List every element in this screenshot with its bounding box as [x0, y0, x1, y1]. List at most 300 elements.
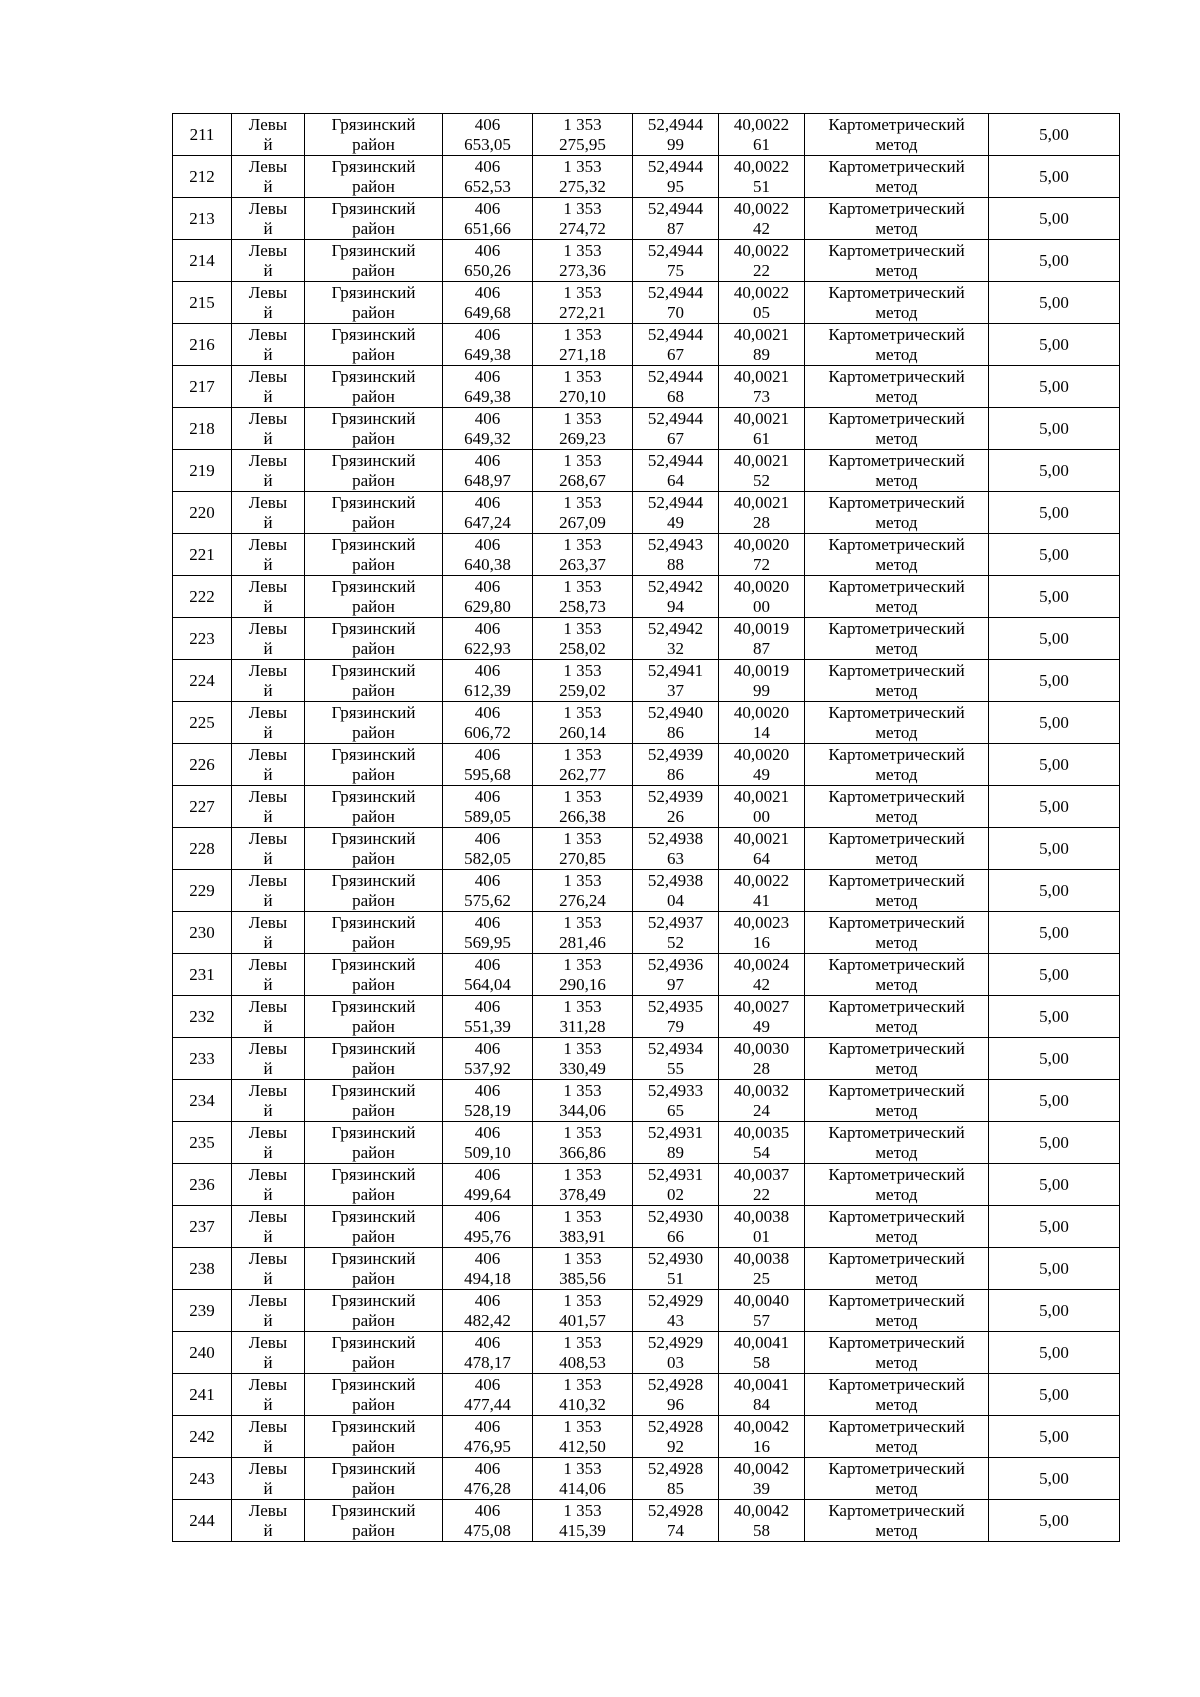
- table-row: [173, 1458, 1120, 1500]
- coord-y-line-1: 1 353: [563, 1291, 602, 1310]
- longitude-line-1: 40,0022: [733, 871, 790, 890]
- bank-side-line-1: Левы: [248, 1501, 288, 1520]
- coord-x-line-2: 582,05: [464, 848, 511, 868]
- bank-side-cell: [232, 744, 305, 786]
- coord-x-cell: [443, 240, 533, 282]
- coord-x-line-1: 406: [474, 955, 501, 974]
- method-cell: [805, 492, 989, 534]
- table-row: [173, 702, 1120, 744]
- table-row: [173, 828, 1120, 870]
- coord-y-cell: [533, 1080, 633, 1122]
- latitude-line-2: 95: [667, 176, 684, 196]
- point-number-cell: 230: [173, 912, 232, 954]
- bank-side-line-1: Левы: [248, 409, 288, 428]
- bank-side-line-2: й: [263, 764, 273, 784]
- longitude-line-1: 40,0023: [733, 913, 790, 932]
- longitude-cell: [719, 786, 805, 828]
- longitude-cell: [719, 156, 805, 198]
- longitude-line-2: 01: [753, 1226, 770, 1246]
- bank-side-line-2: й: [263, 1394, 273, 1414]
- method-line-2: метод: [875, 1478, 918, 1498]
- bank-side-cell: [232, 1248, 305, 1290]
- latitude-line-1: 52,4936: [647, 955, 704, 974]
- method-line-2: метод: [875, 386, 918, 406]
- longitude-line-2: 22: [753, 1184, 770, 1204]
- coord-y-line-2: 263,37: [559, 554, 606, 574]
- coord-y-cell: [533, 450, 633, 492]
- coord-x-line-1: 406: [474, 619, 501, 638]
- coord-x-line-1: 406: [474, 367, 501, 386]
- district-cell: [305, 240, 443, 282]
- district-line-2: район: [352, 1058, 395, 1078]
- coord-y-line-1: 1 353: [563, 115, 602, 134]
- longitude-line-1: 40,0021: [733, 367, 790, 386]
- coord-y-cell: [533, 534, 633, 576]
- longitude-line-1: 40,0020: [733, 577, 790, 596]
- district-line-2: район: [352, 1310, 395, 1330]
- longitude-cell: [719, 954, 805, 996]
- bank-side-cell: [232, 870, 305, 912]
- latitude-line-2: 97: [667, 974, 684, 994]
- latitude-cell: [633, 156, 719, 198]
- latitude-cell: [633, 1080, 719, 1122]
- bank-side-line-2: й: [263, 680, 273, 700]
- latitude-line-1: 52,4931: [647, 1123, 704, 1142]
- coord-y-line-2: 311,28: [559, 1016, 606, 1036]
- coord-x-cell: [443, 912, 533, 954]
- bank-side-cell: [232, 408, 305, 450]
- table-row: [173, 156, 1120, 198]
- accuracy-cell: 5,00: [989, 660, 1120, 702]
- method-line-1: Картометрический: [828, 703, 965, 722]
- bank-side-line-2: й: [263, 596, 273, 616]
- method-line-1: Картометрический: [828, 535, 965, 554]
- bank-side-line-2: й: [263, 932, 273, 952]
- point-number-cell: 227: [173, 786, 232, 828]
- bank-side-line-2: й: [263, 1226, 273, 1246]
- longitude-line-1: 40,0032: [733, 1081, 790, 1100]
- method-line-1: Картометрический: [828, 661, 965, 680]
- method-cell: [805, 1374, 989, 1416]
- accuracy-cell: 5,00: [989, 1500, 1120, 1542]
- coord-x-line-2: 478,17: [464, 1352, 511, 1372]
- method-line-2: метод: [875, 344, 918, 364]
- coord-y-line-1: 1 353: [563, 1207, 602, 1226]
- district-cell: [305, 618, 443, 660]
- longitude-line-2: 72: [753, 554, 770, 574]
- latitude-line-2: 75: [667, 260, 684, 280]
- method-line-1: Картометрический: [828, 1165, 965, 1184]
- coord-x-line-2: 509,10: [464, 1142, 511, 1162]
- method-line-2: метод: [875, 1394, 918, 1414]
- district-line-1: Грязинский: [331, 115, 416, 134]
- coord-x-line-1: 406: [474, 1123, 501, 1142]
- district-line-2: район: [352, 1352, 395, 1372]
- longitude-line-1: 40,0024: [733, 955, 790, 974]
- district-line-1: Грязинский: [331, 1333, 416, 1352]
- coord-y-cell: [533, 240, 633, 282]
- table-row: [173, 114, 1120, 156]
- method-line-1: Картометрический: [828, 115, 965, 134]
- coord-y-line-2: 270,85: [559, 848, 606, 868]
- longitude-cell: [719, 198, 805, 240]
- coord-x-line-1: 406: [474, 1417, 501, 1436]
- coord-x-line-1: 406: [474, 1459, 501, 1478]
- accuracy-cell: 5,00: [989, 534, 1120, 576]
- latitude-cell: [633, 912, 719, 954]
- method-cell: [805, 114, 989, 156]
- district-cell: [305, 1038, 443, 1080]
- point-number-cell: 215: [173, 282, 232, 324]
- coord-y-line-2: 262,77: [559, 764, 606, 784]
- longitude-line-2: 58: [753, 1520, 770, 1540]
- longitude-line-1: 40,0022: [733, 241, 790, 260]
- longitude-cell: [719, 1038, 805, 1080]
- coord-y-line-2: 267,09: [559, 512, 606, 532]
- latitude-cell: [633, 492, 719, 534]
- district-line-1: Грязинский: [331, 1165, 416, 1184]
- latitude-line-1: 52,4943: [647, 535, 704, 554]
- method-line-1: Картометрический: [828, 1123, 965, 1142]
- bank-side-cell: [232, 156, 305, 198]
- method-line-1: Картометрический: [828, 283, 965, 302]
- longitude-cell: [719, 1122, 805, 1164]
- accuracy-cell: 5,00: [989, 1164, 1120, 1206]
- latitude-line-2: 55: [667, 1058, 684, 1078]
- method-line-2: метод: [875, 890, 918, 910]
- table-row: [173, 912, 1120, 954]
- longitude-line-1: 40,0022: [733, 283, 790, 302]
- bank-side-line-2: й: [263, 428, 273, 448]
- point-number-cell: 239: [173, 1290, 232, 1332]
- table-row: [173, 1332, 1120, 1374]
- coord-y-line-1: 1 353: [563, 283, 602, 302]
- coord-x-cell: [443, 996, 533, 1038]
- bank-side-line-1: Левы: [248, 745, 288, 764]
- latitude-line-1: 52,4939: [647, 787, 704, 806]
- longitude-cell: [719, 492, 805, 534]
- coord-y-cell: [533, 702, 633, 744]
- coord-y-line-2: 412,50: [559, 1436, 606, 1456]
- method-line-2: метод: [875, 848, 918, 868]
- bank-side-cell: [232, 1332, 305, 1374]
- accuracy-cell: 5,00: [989, 576, 1120, 618]
- coord-y-cell: [533, 786, 633, 828]
- bank-side-line-1: Левы: [248, 703, 288, 722]
- latitude-cell: [633, 450, 719, 492]
- table-body: [173, 114, 1120, 1542]
- latitude-cell: [633, 1206, 719, 1248]
- latitude-line-1: 52,4928: [647, 1417, 704, 1436]
- accuracy-cell: 5,00: [989, 1416, 1120, 1458]
- district-line-2: район: [352, 1436, 395, 1456]
- coord-y-line-1: 1 353: [563, 535, 602, 554]
- longitude-cell: [719, 660, 805, 702]
- district-line-2: район: [352, 806, 395, 826]
- district-line-2: район: [352, 1184, 395, 1204]
- method-line-1: Картометрический: [828, 1039, 965, 1058]
- coord-y-cell: [533, 660, 633, 702]
- coord-y-cell: [533, 1290, 633, 1332]
- method-cell: [805, 240, 989, 282]
- latitude-line-2: 49: [667, 512, 684, 532]
- point-number-cell: 244: [173, 1500, 232, 1542]
- longitude-line-2: 22: [753, 260, 770, 280]
- coord-y-line-1: 1 353: [563, 1249, 602, 1268]
- bank-side-cell: [232, 1206, 305, 1248]
- latitude-line-2: 74: [667, 1520, 684, 1540]
- bank-side-cell: [232, 1458, 305, 1500]
- method-line-1: Картометрический: [828, 409, 965, 428]
- method-cell: [805, 702, 989, 744]
- table-row: [173, 1122, 1120, 1164]
- district-line-2: район: [352, 1394, 395, 1414]
- longitude-line-1: 40,0042: [733, 1417, 790, 1436]
- method-line-1: Картометрический: [828, 1081, 965, 1100]
- bank-side-cell: [232, 1500, 305, 1542]
- coord-x-line-1: 406: [474, 241, 501, 260]
- district-line-1: Грязинский: [331, 451, 416, 470]
- latitude-line-1: 52,4931: [647, 1165, 704, 1184]
- longitude-line-1: 40,0021: [733, 493, 790, 512]
- accuracy-cell: 5,00: [989, 408, 1120, 450]
- accuracy-cell: 5,00: [989, 1458, 1120, 1500]
- coord-y-line-2: 330,49: [559, 1058, 606, 1078]
- longitude-cell: [719, 450, 805, 492]
- method-line-1: Картометрический: [828, 157, 965, 176]
- latitude-line-1: 52,4930: [647, 1249, 704, 1268]
- bank-side-line-2: й: [263, 1520, 273, 1540]
- coord-x-cell: [443, 576, 533, 618]
- coord-y-line-1: 1 353: [563, 1501, 602, 1520]
- coord-y-line-1: 1 353: [563, 787, 602, 806]
- coord-x-line-1: 406: [474, 199, 501, 218]
- method-line-2: метод: [875, 302, 918, 322]
- table-row: [173, 1290, 1120, 1332]
- coord-x-line-2: 640,38: [464, 554, 511, 574]
- point-number-cell: 222: [173, 576, 232, 618]
- latitude-line-1: 52,4941: [647, 661, 704, 680]
- accuracy-cell: 5,00: [989, 702, 1120, 744]
- district-cell: [305, 1500, 443, 1542]
- longitude-line-2: 61: [753, 428, 770, 448]
- accuracy-cell: 5,00: [989, 1122, 1120, 1164]
- coord-x-line-2: 569,95: [464, 932, 511, 952]
- point-number-cell: 232: [173, 996, 232, 1038]
- coord-x-cell: [443, 1164, 533, 1206]
- coord-y-cell: [533, 1122, 633, 1164]
- bank-side-cell: [232, 1038, 305, 1080]
- longitude-line-2: 00: [753, 596, 770, 616]
- point-number-cell: 218: [173, 408, 232, 450]
- longitude-line-1: 40,0020: [733, 745, 790, 764]
- method-line-2: метод: [875, 1226, 918, 1246]
- latitude-line-2: 70: [667, 302, 684, 322]
- method-cell: [805, 1416, 989, 1458]
- accuracy-cell: 5,00: [989, 1206, 1120, 1248]
- bank-side-line-1: Левы: [248, 913, 288, 932]
- table-row: [173, 1416, 1120, 1458]
- method-cell: [805, 1290, 989, 1332]
- coord-y-cell: [533, 618, 633, 660]
- point-number-cell: 213: [173, 198, 232, 240]
- longitude-line-2: 84: [753, 1394, 770, 1414]
- latitude-line-2: 88: [667, 554, 684, 574]
- district-line-1: Грязинский: [331, 367, 416, 386]
- method-line-2: метод: [875, 470, 918, 490]
- district-line-1: Грязинский: [331, 1417, 416, 1436]
- coord-y-line-2: 410,32: [559, 1394, 606, 1414]
- latitude-line-2: 65: [667, 1100, 684, 1120]
- bank-side-line-1: Левы: [248, 157, 288, 176]
- table-row: [173, 744, 1120, 786]
- method-cell: [805, 534, 989, 576]
- latitude-line-2: 03: [667, 1352, 684, 1372]
- coord-y-line-1: 1 353: [563, 325, 602, 344]
- bank-side-line-2: й: [263, 218, 273, 238]
- bank-side-cell: [232, 828, 305, 870]
- coord-x-cell: [443, 282, 533, 324]
- coord-x-line-1: 406: [474, 1165, 501, 1184]
- method-line-1: Картометрический: [828, 241, 965, 260]
- longitude-line-1: 40,0022: [733, 115, 790, 134]
- coord-y-cell: [533, 408, 633, 450]
- district-line-2: район: [352, 512, 395, 532]
- point-number-cell: 217: [173, 366, 232, 408]
- coord-x-line-2: 650,26: [464, 260, 511, 280]
- latitude-line-1: 52,4944: [647, 157, 704, 176]
- method-line-2: метод: [875, 260, 918, 280]
- method-line-2: метод: [875, 1268, 918, 1288]
- method-line-1: Картометрический: [828, 199, 965, 218]
- method-cell: [805, 408, 989, 450]
- latitude-line-2: 51: [667, 1268, 684, 1288]
- coord-x-line-2: 622,93: [464, 638, 511, 658]
- coord-x-line-2: 612,39: [464, 680, 511, 700]
- bank-side-line-1: Левы: [248, 955, 288, 974]
- longitude-line-2: 51: [753, 176, 770, 196]
- table-row: [173, 1080, 1120, 1122]
- coord-x-cell: [443, 828, 533, 870]
- latitude-cell: [633, 366, 719, 408]
- latitude-line-1: 52,4940: [647, 703, 704, 722]
- longitude-line-2: 99: [753, 680, 770, 700]
- longitude-line-2: 52: [753, 470, 770, 490]
- bank-side-cell: [232, 660, 305, 702]
- method-line-2: метод: [875, 638, 918, 658]
- coord-y-line-1: 1 353: [563, 577, 602, 596]
- latitude-line-2: 64: [667, 470, 684, 490]
- method-line-1: Картометрический: [828, 745, 965, 764]
- method-line-1: Картометрический: [828, 1291, 965, 1310]
- coord-x-cell: [443, 618, 533, 660]
- accuracy-cell: 5,00: [989, 492, 1120, 534]
- latitude-line-1: 52,4928: [647, 1375, 704, 1394]
- latitude-cell: [633, 240, 719, 282]
- point-number-cell: 234: [173, 1080, 232, 1122]
- accuracy-cell: 5,00: [989, 1374, 1120, 1416]
- coord-x-cell: [443, 1122, 533, 1164]
- bank-side-cell: [232, 912, 305, 954]
- method-cell: [805, 996, 989, 1038]
- latitude-line-1: 52,4944: [647, 325, 704, 344]
- point-number-cell: 240: [173, 1332, 232, 1374]
- bank-side-line-2: й: [263, 806, 273, 826]
- longitude-line-1: 40,0019: [733, 619, 790, 638]
- longitude-line-1: 40,0019: [733, 661, 790, 680]
- bank-side-cell: [232, 492, 305, 534]
- coord-x-line-2: 595,68: [464, 764, 511, 784]
- coord-y-line-2: 414,06: [559, 1478, 606, 1498]
- latitude-line-1: 52,4942: [647, 577, 704, 596]
- method-line-2: метод: [875, 680, 918, 700]
- latitude-line-2: 02: [667, 1184, 684, 1204]
- district-cell: [305, 198, 443, 240]
- coord-x-line-1: 406: [474, 325, 501, 344]
- latitude-cell: [633, 1038, 719, 1080]
- coord-x-line-1: 406: [474, 1291, 501, 1310]
- district-line-1: Грязинский: [331, 1081, 416, 1100]
- method-line-2: метод: [875, 1436, 918, 1456]
- district-line-2: район: [352, 974, 395, 994]
- coord-y-line-1: 1 353: [563, 1333, 602, 1352]
- accuracy-cell: 5,00: [989, 996, 1120, 1038]
- latitude-cell: [633, 996, 719, 1038]
- coord-y-cell: [533, 1416, 633, 1458]
- coord-y-line-2: 281,46: [559, 932, 606, 952]
- coord-y-line-1: 1 353: [563, 829, 602, 848]
- bank-side-cell: [232, 1122, 305, 1164]
- longitude-line-1: 40,0022: [733, 199, 790, 218]
- latitude-line-1: 52,4939: [647, 745, 704, 764]
- coord-y-line-2: 259,02: [559, 680, 606, 700]
- longitude-cell: [719, 240, 805, 282]
- latitude-line-2: 85: [667, 1478, 684, 1498]
- bank-side-cell: [232, 240, 305, 282]
- table-row: [173, 996, 1120, 1038]
- coord-y-line-2: 366,86: [559, 1142, 606, 1162]
- coord-x-cell: [443, 114, 533, 156]
- latitude-cell: [633, 198, 719, 240]
- latitude-line-1: 52,4928: [647, 1459, 704, 1478]
- latitude-line-2: 32: [667, 638, 684, 658]
- coord-y-cell: [533, 1332, 633, 1374]
- district-line-1: Грязинский: [331, 619, 416, 638]
- accuracy-cell: 5,00: [989, 912, 1120, 954]
- point-number-cell: 241: [173, 1374, 232, 1416]
- coord-y-line-1: 1 353: [563, 661, 602, 680]
- coord-y-cell: [533, 1458, 633, 1500]
- point-number-cell: 224: [173, 660, 232, 702]
- coord-y-cell: [533, 1500, 633, 1542]
- bank-side-cell: [232, 954, 305, 996]
- latitude-line-2: 92: [667, 1436, 684, 1456]
- district-cell: [305, 534, 443, 576]
- coord-y-cell: [533, 156, 633, 198]
- coord-x-line-1: 406: [474, 409, 501, 428]
- method-cell: [805, 1206, 989, 1248]
- latitude-cell: [633, 408, 719, 450]
- bank-side-line-1: Левы: [248, 997, 288, 1016]
- coord-y-line-1: 1 353: [563, 367, 602, 386]
- coord-y-line-1: 1 353: [563, 199, 602, 218]
- bank-side-cell: [232, 996, 305, 1038]
- longitude-line-2: 58: [753, 1352, 770, 1372]
- coord-x-line-2: 476,28: [464, 1478, 511, 1498]
- longitude-line-1: 40,0037: [733, 1165, 790, 1184]
- district-line-1: Грязинский: [331, 1123, 416, 1142]
- coord-y-line-1: 1 353: [563, 745, 602, 764]
